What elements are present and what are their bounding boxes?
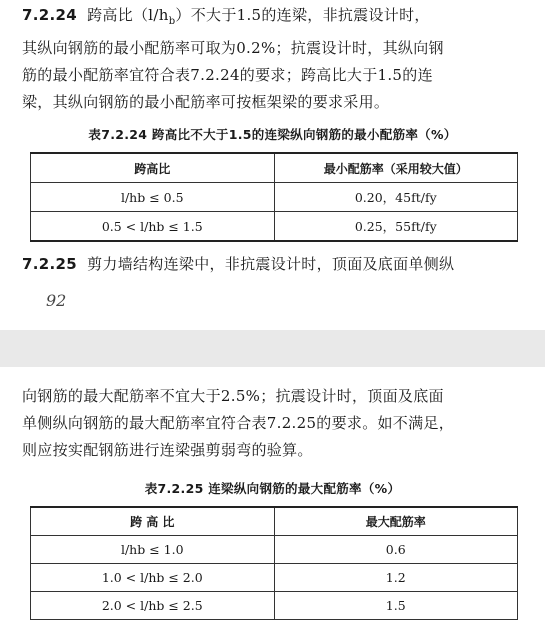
clause-7-2-25	[22, 251, 532, 278]
clause-line-1: 7.2.24 跨高比$(l/h_b)$不大于1.5的连梁，非抗震设计时，	[22, 6, 430, 27]
clause-line-4: 梁，其纵向钢筋的最小配筋率可按框架梁的要求采用。	[22, 93, 390, 111]
table-7-2-24-caption: 表7.2.24 跨高比不大于1.5的连梁纵向钢筋的最小配筋率（%）	[88, 127, 457, 142]
cell-ratio: l/hb ≤ 1.0	[31, 536, 275, 564]
cell-ratio: 0.5 < l/hb ≤ 1.5	[31, 212, 275, 242]
clause-text: 剪力墙结构连梁中，非抗震设计时，顶面及底面单侧纵	[87, 255, 455, 273]
clause-text-a: 跨高比（l/h	[87, 6, 169, 24]
table-7-2-25	[30, 506, 518, 620]
table-7-2-25-caption: 表7.2.25 连梁纵向钢筋的最大配筋率（%）	[144, 481, 401, 496]
page-lower	[0, 367, 545, 613]
cell-value: 1.5	[274, 592, 518, 620]
clause-line-3: 筋的最小配筋率宜符合表7.2.24的要求；跨高比大于1.5的连	[22, 66, 433, 84]
table-row	[31, 592, 518, 620]
table-row	[31, 536, 518, 564]
cell-ratio: 1.0 < l/hb ≤ 2.0	[31, 564, 275, 592]
table-row	[31, 564, 518, 592]
header-min-ratio: 最小配筋率（采用较大值）	[274, 153, 518, 183]
table-row	[31, 183, 518, 212]
clause-line-2: 单侧纵向钢筋的最大配筋率宜符合表7.2.25的要求。如不满足，	[22, 414, 455, 432]
cell-value: 0.6	[274, 536, 518, 564]
table-header-row	[31, 153, 518, 183]
table-row	[31, 212, 518, 242]
page-number: 92	[46, 291, 67, 310]
page-separator	[0, 330, 545, 367]
clause-number: 7.2.25	[22, 255, 77, 273]
clause-7-2-24	[22, 2, 532, 116]
clause-line-3: 则应按实配钢筋进行连梁强剪弱弯的验算。	[22, 441, 313, 459]
clause-line-1: 向钢筋的最大配筋率不宜大于2.5%；抗震设计时，顶面及底面	[22, 387, 444, 405]
clause-7-2-25-continued	[22, 383, 532, 464]
cell-ratio: 2.0 < l/hb ≤ 2.5	[31, 592, 275, 620]
table-header-row	[31, 507, 518, 536]
header-max-ratio: 最大配筋率	[274, 507, 518, 536]
cell-value: 1.2	[274, 564, 518, 592]
cell-value: 0.20，45ft/fy	[274, 183, 518, 212]
header-span-depth-ratio: 跨高比	[31, 153, 275, 183]
header-span-depth-ratio: 跨 高 比	[31, 507, 275, 536]
clause-number: 7.2.24	[22, 6, 77, 24]
cell-value: 0.25，55ft/fy	[274, 212, 518, 242]
clause-text-b: ）不大于1.5的连梁，非抗震设计时，	[175, 6, 430, 24]
clause-line-2: 其纵向钢筋的最小配筋率可取为0.2%；抗震设计时，其纵向钢	[22, 39, 444, 57]
table-7-2-24	[30, 152, 518, 242]
cell-ratio: l/hb ≤ 0.5	[31, 183, 275, 212]
